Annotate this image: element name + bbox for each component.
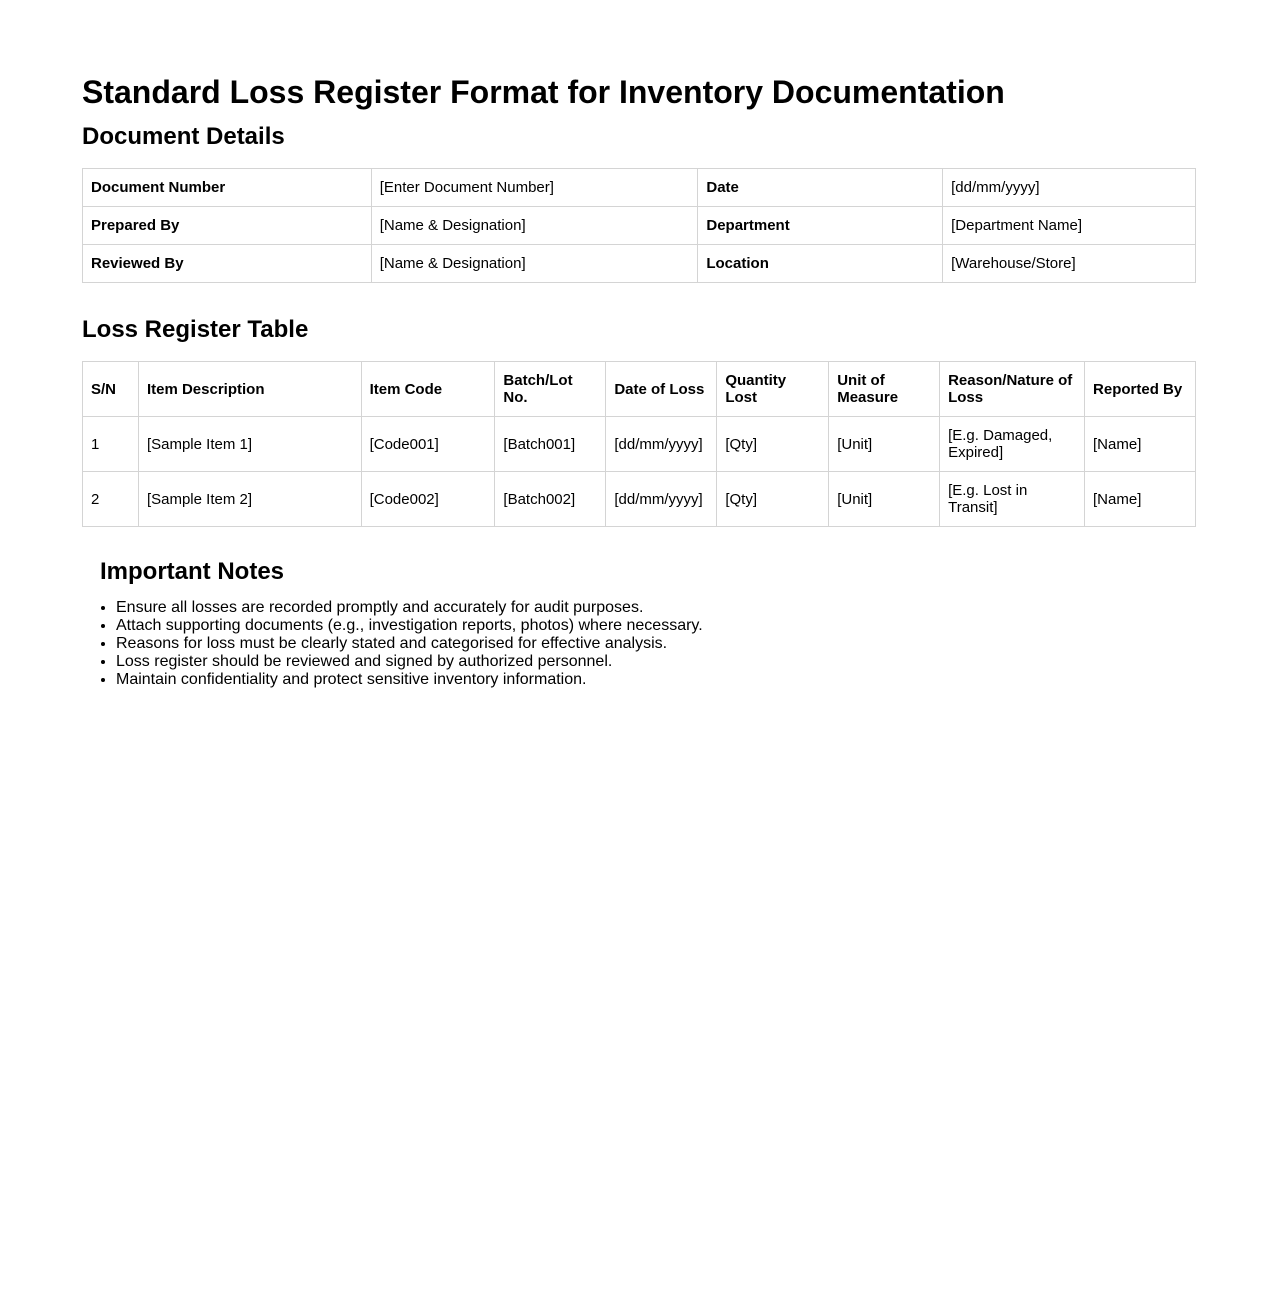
- column-header: Date of Loss: [606, 362, 717, 417]
- details-value: [Department Name]: [943, 207, 1196, 245]
- details-value: [dd/mm/yyyy]: [943, 169, 1196, 207]
- column-header: S/N: [83, 362, 139, 417]
- document-details-heading: Document Details: [82, 123, 285, 150]
- details-value: [Enter Document Number]: [371, 169, 698, 207]
- list-item: • Ensure all losses are recorded promptly and accurately for audit purposes.: [116, 599, 1196, 617]
- details-label: Location: [698, 245, 943, 283]
- details-label: Prepared By: [83, 207, 372, 245]
- table-cell: [Batch002]: [495, 472, 606, 527]
- column-header: Quantity Lost: [717, 362, 829, 417]
- details-label: Date: [698, 169, 943, 207]
- table-cell: [Name]: [1085, 472, 1196, 527]
- table-row: [83, 472, 1196, 527]
- table-cell: [Qty]: [717, 417, 829, 472]
- details-value: [Warehouse/Store]: [943, 245, 1196, 283]
- list-item: • Attach supporting documents (e.g., investigation reports, photos) where necessary.: [116, 617, 1196, 635]
- list-item: • Maintain confidentiality and protect sensitive inventory information.: [116, 671, 1196, 689]
- table-cell: [Unit]: [829, 417, 940, 472]
- table-cell: [Code002]: [361, 472, 495, 527]
- details-label: Department: [698, 207, 943, 245]
- table-cell: 1: [83, 417, 139, 472]
- column-header: Reported By: [1085, 362, 1196, 417]
- details-value: [Name & Designation]: [371, 245, 698, 283]
- details-row: [83, 169, 1196, 207]
- loss-register-heading: Loss Register Table: [82, 316, 309, 343]
- table-header-row: [83, 362, 1196, 417]
- notes-list: [100, 599, 1196, 689]
- table-row: [83, 417, 1196, 472]
- details-row: [83, 207, 1196, 245]
- important-notes-section: [82, 557, 1196, 689]
- column-header: Item Code: [361, 362, 495, 417]
- page-title: Standard Loss Register Format for Inventory Documentation: [82, 74, 1005, 110]
- column-header: Batch/Lot No.: [495, 362, 606, 417]
- table-cell: [Name]: [1085, 417, 1196, 472]
- loss-register-table: [82, 361, 1196, 527]
- details-value: [Name & Designation]: [371, 207, 698, 245]
- table-cell: [Qty]: [717, 472, 829, 527]
- column-header: Reason/Nature of Loss: [940, 362, 1085, 417]
- table-cell: [Sample Item 1]: [138, 417, 361, 472]
- table-cell: 2: [83, 472, 139, 527]
- table-cell: [Unit]: [829, 472, 940, 527]
- document-details-table: [82, 168, 1196, 283]
- table-cell: [Batch001]: [495, 417, 606, 472]
- list-item: • Loss register should be reviewed and signed by authorized personnel.: [116, 653, 1196, 671]
- table-cell: [dd/mm/yyyy]: [606, 472, 717, 527]
- important-notes-heading: Important Notes: [100, 558, 285, 585]
- details-label: Document Number: [83, 169, 372, 207]
- table-cell: [Sample Item 2]: [138, 472, 361, 527]
- table-cell: [Code001]: [361, 417, 495, 472]
- table-cell: [E.g. Lost in Transit]: [940, 472, 1085, 527]
- details-label: Reviewed By: [83, 245, 372, 283]
- table-cell: [dd/mm/yyyy]: [606, 417, 717, 472]
- table-cell: [E.g. Damaged, Expired]: [940, 417, 1085, 472]
- column-header: Unit of Measure: [829, 362, 940, 417]
- column-header: Item Description: [138, 362, 361, 417]
- details-row: [83, 245, 1196, 283]
- list-item: • Reasons for loss must be clearly stated and categorised for effective analysis.: [116, 635, 1196, 653]
